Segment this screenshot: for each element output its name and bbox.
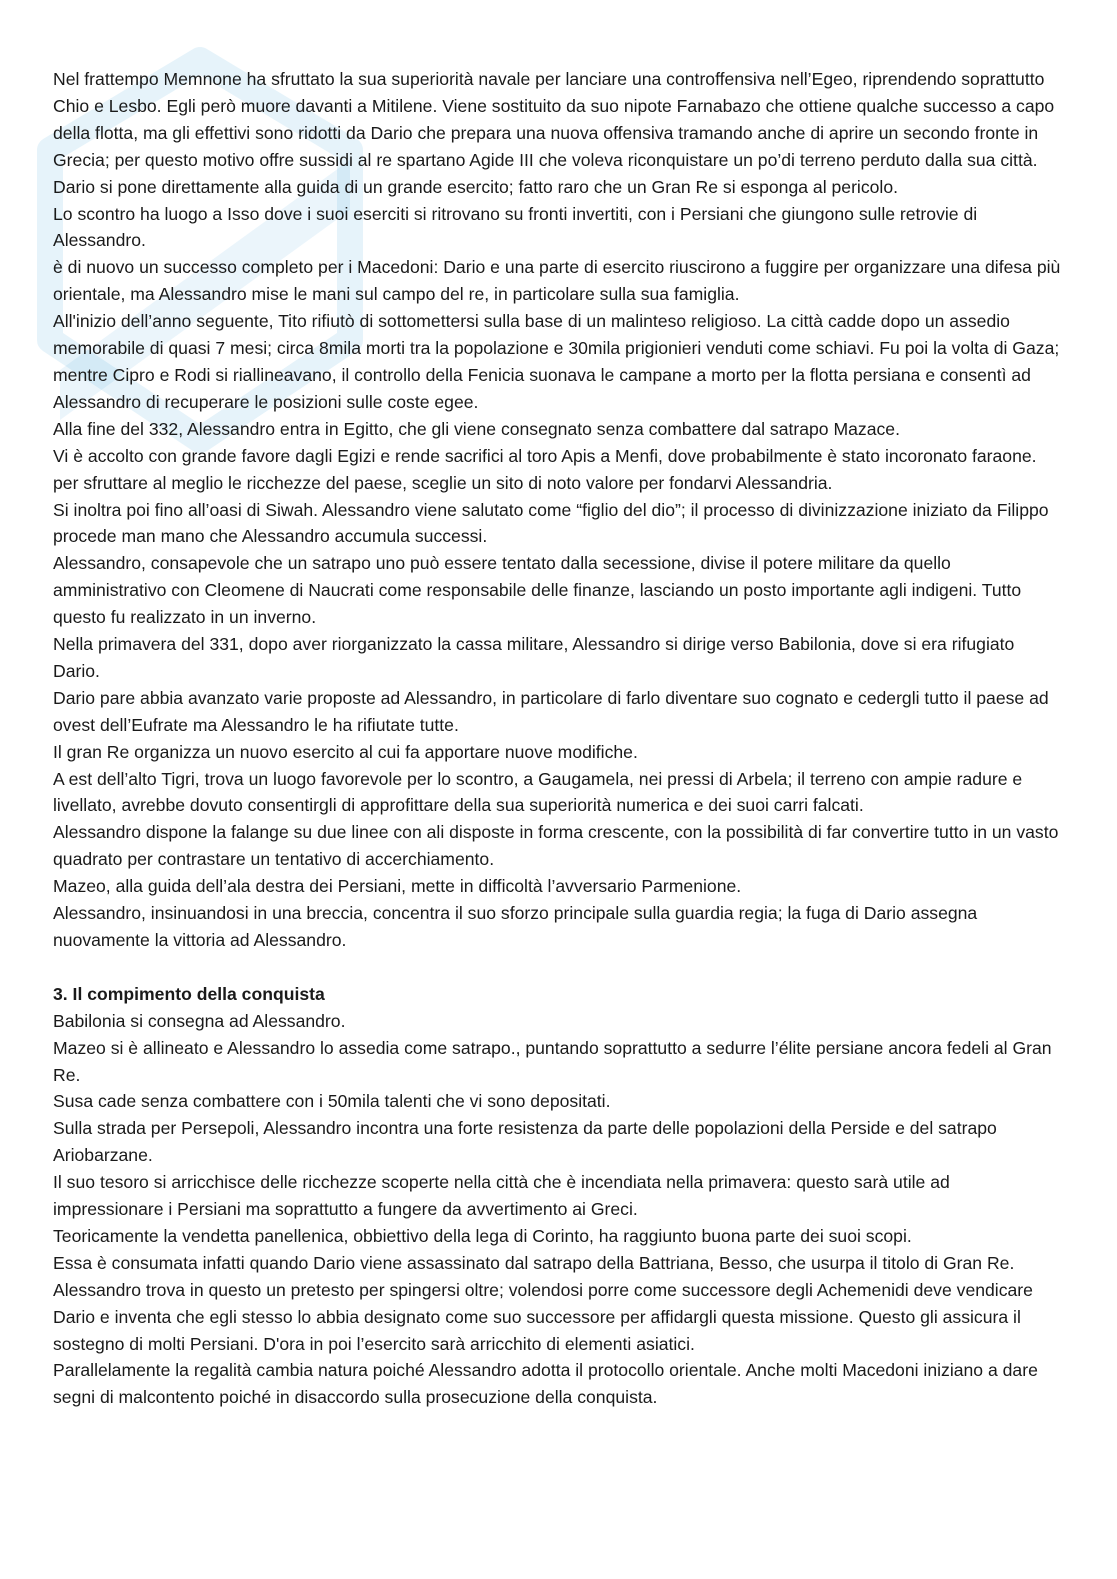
paragraph: Vi è accolto con grande favore dagli Egizi e rende sacrifici al toro Apis a Menfi, dove probabilmente è stato incoronato faraone. xyxy=(53,445,1037,466)
paragraph: Alla fine del 332, Alessandro entra in Egitto, che gli viene consegnato senza combattere dal satrapo Mazace. xyxy=(53,418,900,439)
paragraph: Mazeo si è allineato e Alessandro lo assedia come satrapo., puntando soprattutto a sedurre l’élite persiane ancora fedeli al Gran Re. xyxy=(53,1037,1052,1085)
paragraph: Dario pare abbia avanzato varie proposte ad Alessandro, in particolare di farlo diventare suo cognato e cedergli tutto il paese ad ovest dell’Eufrate ma Alessandro le ha rifiutate tutte. xyxy=(53,687,1049,735)
paragraph: All'inizio dell’anno seguente, Tito rifiutò di sottomettersi sulla base di un malinteso religioso. La città cadde dopo un assedio memorabile di quasi 7 mesi; circa 8mila morti tra la popolazione e 30mila prigionieri venduti come schiavi. Fu poi la volta di Gaza; mentre Cipro e Rodi si riallineavano, il controllo della Fenicia suonava le campane a morto per la flotta persiana e consentì ad Alessandro di recuperare le posizioni sulle coste egee. xyxy=(53,311,1060,412)
paragraph: Alessandro, insinuandosi in una breccia, concentra il suo sforzo principale sulla guardia regia; la fuga di Dario assegna nuovamente la vittoria ad Alessandro. xyxy=(53,903,978,950)
section-spacer xyxy=(53,954,1063,981)
paragraph: Alessandro trova in questo un pretesto per spingersi oltre; volendosi porre come successore degli Achemenidi deve vendicare Dario e inventa che egli stesso lo abbia designato come suo successore per affidargli questa missione. Questo gli assicura il sostegno di molti Persiani. D'ora in poi l’esercito sarà arricchito di elementi asiatici. xyxy=(53,1279,1033,1354)
paragraph: Si inoltra poi fino all’oasi di Siwah. Alessandro viene salutato come “figlio del dio”; il processo di divinizzazione iniziato da Filippo procede man mano che Alessandro accumula successi. xyxy=(53,499,1049,547)
paragraph: Babilonia si consegna ad Alessandro. xyxy=(53,1010,346,1031)
paragraph: Sulla strada per Persepoli, Alessandro incontra una forte resistenza da parte delle popolazioni della Perside e del satrapo Ariobarzane. xyxy=(53,1118,997,1166)
paragraph: A est dell’alto Tigri, trova un luogo favorevole per lo scontro, a Gaugamela, nei pressi di Arbela; il terreno con ampie radure e livellato, avrebbe dovuto consentirgli di approfittare della sua superiorità numerica e dei suoi carri falcati. xyxy=(53,768,1023,816)
paragraph: Parallelamente la regalità cambia natura poiché Alessandro adotta il protocollo orientale. Anche molti Macedoni iniziano a dare segni di malcontento poiché in disaccordo sulla prosecuzione della conquista. xyxy=(53,1360,1038,1408)
paragraph: Mazeo, alla guida dell’ala destra dei Persiani, mette in difficoltà l’avversario Parmenione. xyxy=(53,876,742,897)
paragraph: Nel frattempo Memnone ha sfruttato la sua superiorità navale per lanciare una controffensiva nell’Egeo, riprendendo soprattutto Chio e Lesbo. Egli però muore davanti a Mitilene. Viene sostituito da suo nipote Farnabazo che ottiene qualche successo a capo della flotta, ma gli effettivi sono ridotti da Dario che prepara una nuova offensiva tramando anche di aprire un secondo fronte in Grecia; per questo motivo offre sussidi al re spartano Agide III che voleva riconquistare un po’di terreno perduto dalla sua città. xyxy=(53,69,1055,170)
paragraph: Essa è consumata infatti quando Dario viene assassinato dal satrapo della Battriana, Besso, che usurpa il titolo di Gran Re. xyxy=(53,1252,1015,1273)
paragraph: Teoricamente la vendetta panellenica, obbiettivo della lega di Corinto, ha raggiunto buona parte dei suoi scopi. xyxy=(53,1225,912,1246)
section-heading: 3. Il compimento della conquista xyxy=(53,983,325,1004)
paragraph: Susa cade senza combattere con i 50mila talenti che vi sono depositati. xyxy=(53,1091,611,1112)
paragraph: Nella primavera del 331, dopo aver riorganizzato la cassa militare, Alessandro si dirige verso Babilonia, dove si era rifugiato Dario. xyxy=(53,634,1015,681)
paragraph: Lo scontro ha luogo a Isso dove i suoi eserciti si ritrovano su fronti invertiti, con i Persiani che giungono sulle retrovie di Alessandro. xyxy=(53,203,978,251)
paragraph: Il suo tesoro si arricchisce delle ricchezze scoperte nella città che è incendiata nella primavera: questo sarà utile ad impressionare i Persiani ma soprattutto a fungere da avvertimento ai Greci. xyxy=(53,1172,950,1220)
main-text xyxy=(53,66,1063,1411)
paragraph: Alessandro dispone la falange su due linee con ali disposte in forma crescente, con la possibilità di far convertire tutto in un vasto quadrato per contrastare un tentativo di accerchiamento. xyxy=(53,822,1059,870)
paragraph: è di nuovo un successo completo per i Macedoni: Dario e una parte di esercito riuscirono a fuggire per organizzare una difesa più orientale, ma Alessandro mise le mani sul campo del re, in particolare sulla sua famiglia. xyxy=(53,257,1061,305)
paragraph: per sfruttare al meglio le ricchezze del paese, sceglie un sito di noto valore per fondarvi Alessandria. xyxy=(53,472,833,493)
paragraph: Dario si pone direttamente alla guida di un grande esercito; fatto raro che un Gran Re si esponga al pericolo. xyxy=(53,176,898,197)
paragraph: Il gran Re organizza un nuovo esercito al cui fa apportare nuove modifiche. xyxy=(53,741,638,762)
paragraph: Alessandro, consapevole che un satrapo uno può essere tentato dalla secessione, divise il potere militare da quello amministrativo con Cleomene di Naucrati come responsabile delle finanze, lasciando un posto importante agli indigeni. Tutto questo fu realizzato in un inverno. xyxy=(53,553,1022,628)
